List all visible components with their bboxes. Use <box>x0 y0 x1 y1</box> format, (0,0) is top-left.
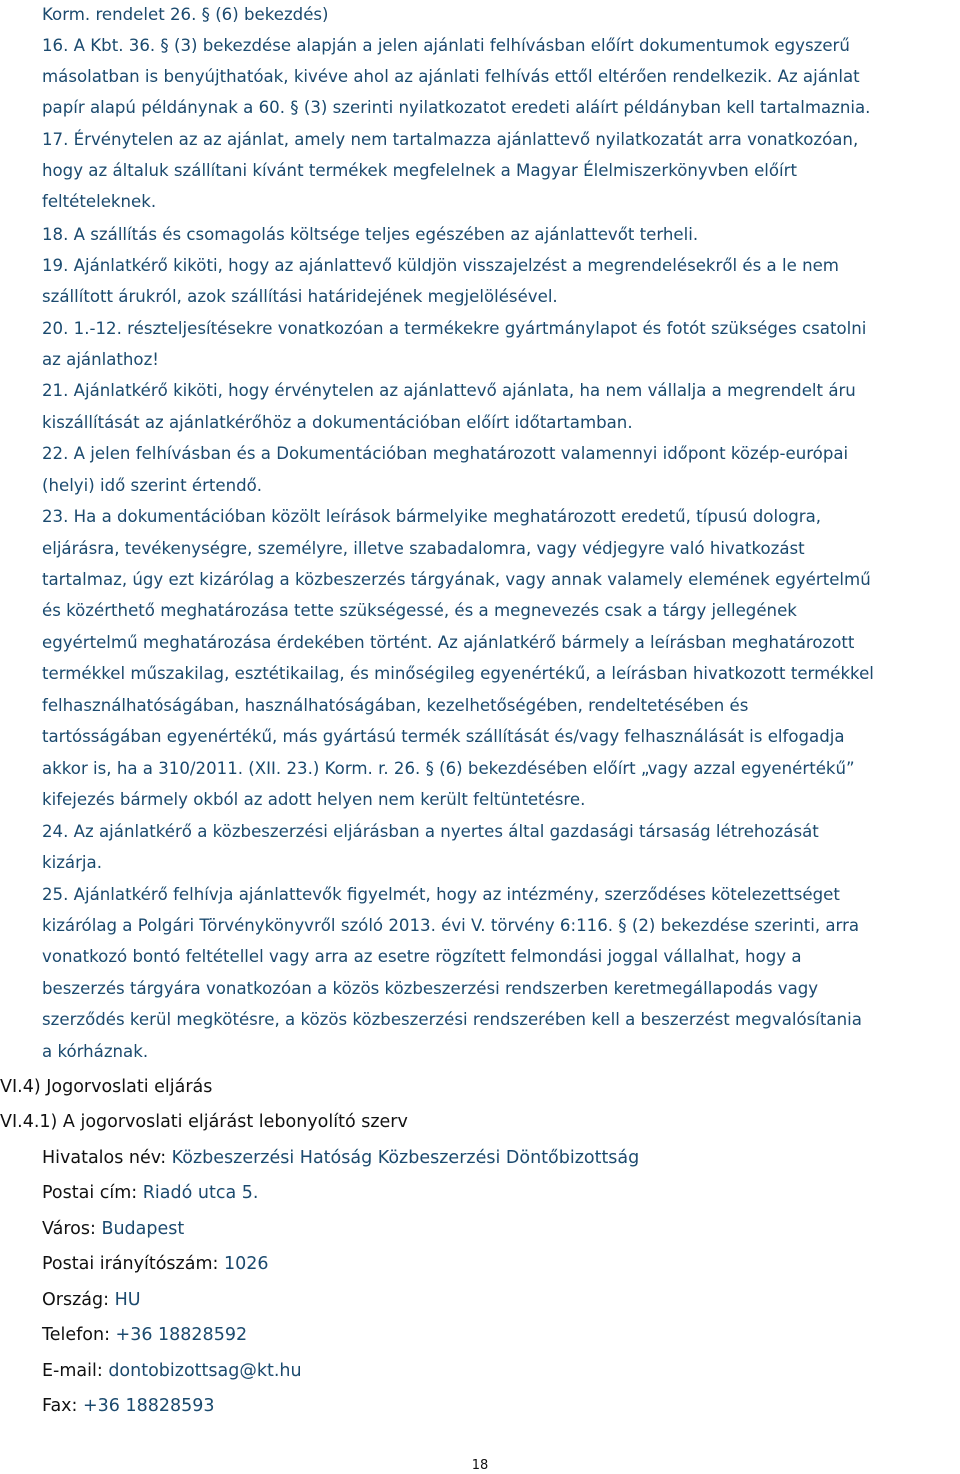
field-email <box>42 1360 302 1382</box>
field-fax <box>42 1395 215 1417</box>
text-line: egyértelmű meghatározása érdekében történt. Az ajánlatkérő bármely a leírásban meghatározott <box>42 633 855 652</box>
text-line: eljárásra, tevékenységre, személyre, illetve szabadalomra, vagy védjegyre való hivatkozást <box>42 539 805 558</box>
field-label: Ország: <box>42 1290 115 1310</box>
field-official-name <box>42 1147 639 1169</box>
field-phone <box>42 1324 247 1346</box>
text-line: 17. Érvénytelen az az ajánlat, amely nem tartalmazza ajánlattevő nyilatkozatát arra vonatkozóan, <box>42 130 859 149</box>
field-label: Város: <box>42 1219 102 1239</box>
field-value: Közbeszerzési Hatóság Közbeszerzési Döntőbizottság <box>171 1148 640 1168</box>
text-line: szállított árukról, azok szállítási határidejének megjelölésével. <box>42 287 558 306</box>
field-label: Telefon: <box>42 1325 116 1345</box>
field-label: Hivatalos név: <box>42 1148 172 1168</box>
text-line: feltételeknek. <box>42 192 157 211</box>
field-value: 1026 <box>223 1254 269 1274</box>
field-postal-code <box>42 1253 269 1275</box>
text-line: kizárólag a Polgári Törvénykönyvről szóló 2013. évi V. törvény 6:116. § (2) bekezdése szerinti, arra <box>42 916 860 935</box>
text-line: tartósságában egyenértékű, más gyártású termék szállítását és/vagy felhasználását is elfogadja <box>42 727 845 746</box>
text-line: és közérthető meghatározása tette szükségessé, és a megnevezés csak a tárgy jellegének <box>42 601 797 620</box>
text-line: 22. A jelen felhívásban és a Dokumentációban meghatározott valamennyi időpont közép-európai <box>42 444 849 463</box>
text-line: kiszállítását az ajánlatkérőhöz a dokumentációban előírt időtartamban. <box>42 413 633 432</box>
field-city <box>42 1218 184 1240</box>
field-value: Riadó utca 5. <box>142 1183 259 1203</box>
text-line: kifejezés bármely okból az adott helyen nem került feltüntetésre. <box>42 790 586 809</box>
text-line: vonatkozó bontó feltétellel vagy arra az esetre rögzített felmondási joggal vállalhat, hogy a <box>42 947 802 966</box>
text-line: 16. A Kbt. 36. § (3) bekezdése alapján a jelen ajánlati felhívásban előírt dokumentumok egyszerű <box>42 36 850 55</box>
text-line: kizárja. <box>42 853 102 872</box>
text-line: 25. Ajánlatkérő felhívja ajánlattevők figyelmét, hogy az intézmény, szerződéses kötelezettséget <box>42 885 840 904</box>
field-value: +36 18828592 <box>115 1325 248 1345</box>
text-line: 19. Ajánlatkérő kiköti, hogy az ajánlattevő küldjön visszajelzést a megrendelésekről és a le nem <box>42 256 839 275</box>
page-number: 18 <box>471 1458 489 1473</box>
text-line: hogy az általuk szállítani kívánt termékek megfelelnek a Magyar Élelmiszerkönyvben előírt <box>42 161 797 180</box>
text-line: másolatban is benyújthatóak, kivéve ahol az ajánlati felhívás ettől eltérően rendelkezik. Az ajánlat <box>42 67 860 86</box>
field-value: HU <box>114 1290 141 1310</box>
text-line: 24. Az ajánlatkérő a közbeszerzési eljárásban a nyertes által gazdasági társaság létrehozását <box>42 822 819 841</box>
field-label: E-mail: <box>42 1361 109 1381</box>
text-line: szerződés kerül megkötésre, a közös közbeszerzési rendszerében kell a beszerzést megvalósítania <box>42 1010 862 1029</box>
text-line: felhasználhatóságában, használhatóságában, kezelhetőségében, rendeltetésében és <box>42 696 749 715</box>
text-line: 20. 1.-12. részteljesítésekre vonatkozóan a termékekre gyártmánylapot és fotót szükséges csatolni <box>42 319 867 338</box>
field-value: +36 18828593 <box>83 1396 215 1416</box>
text-line: Korm. rendelet 26. § (6) bekezdés) <box>42 5 329 24</box>
field-label: Postai cím: <box>42 1183 143 1203</box>
text-line: tartalmaz, úgy ezt kizárólag a közbeszerzés tárgyának, vagy annak valamely elemének egyértelmű <box>42 570 871 589</box>
email-link[interactable]: dontobizottsag@kt.hu <box>108 1361 302 1381</box>
field-label: Fax: <box>42 1396 83 1416</box>
field-value: Budapest <box>101 1219 185 1239</box>
text-line: beszerzés tárgyára vonatkozóan a közös közbeszerzési rendszerben keretmegállapodás vagy <box>42 979 819 998</box>
text-line: a kórháznak. <box>42 1042 149 1061</box>
text-line: (helyi) idő szerint értendő. <box>42 476 263 495</box>
section-heading: VI.4.1) A jogorvoslati eljárást lebonyolító szerv <box>0 1112 408 1132</box>
field-postal-address <box>42 1182 258 1204</box>
field-label: Postai irányítószám: <box>42 1254 224 1274</box>
text-line: akkor is, ha a 310/2011. (XII. 23.) Korm. r. 26. § (6) bekezdésében előírt „vagy azzal egyenértékű” <box>42 759 855 778</box>
text-line: 21. Ajánlatkérő kiköti, hogy érvénytelen az ajánlattevő ajánlata, ha nem vállalja a megrendelt áru <box>42 381 856 400</box>
section-heading: VI.4) Jogorvoslati eljárás <box>0 1077 213 1097</box>
text-line: papír alapú példánynak a 60. § (3) szerinti nyilatkozatot eredeti aláírt példányban kell tartalmaznia. <box>42 98 871 117</box>
text-line: 18. A szállítás és csomagolás költsége teljes egészében az ajánlattevőt terheli. <box>42 225 699 244</box>
text-line: 23. Ha a dokumentációban közölt leírások bármelyike meghatározott eredetű, típusú dologra, <box>42 507 822 526</box>
text-line: termékkel műszakilag, esztétikailag, és minőségileg egyenértékű, a leírásban hivatkozott termékkel <box>42 664 874 683</box>
text-line: az ajánlathoz! <box>42 350 159 369</box>
field-country <box>42 1289 141 1311</box>
